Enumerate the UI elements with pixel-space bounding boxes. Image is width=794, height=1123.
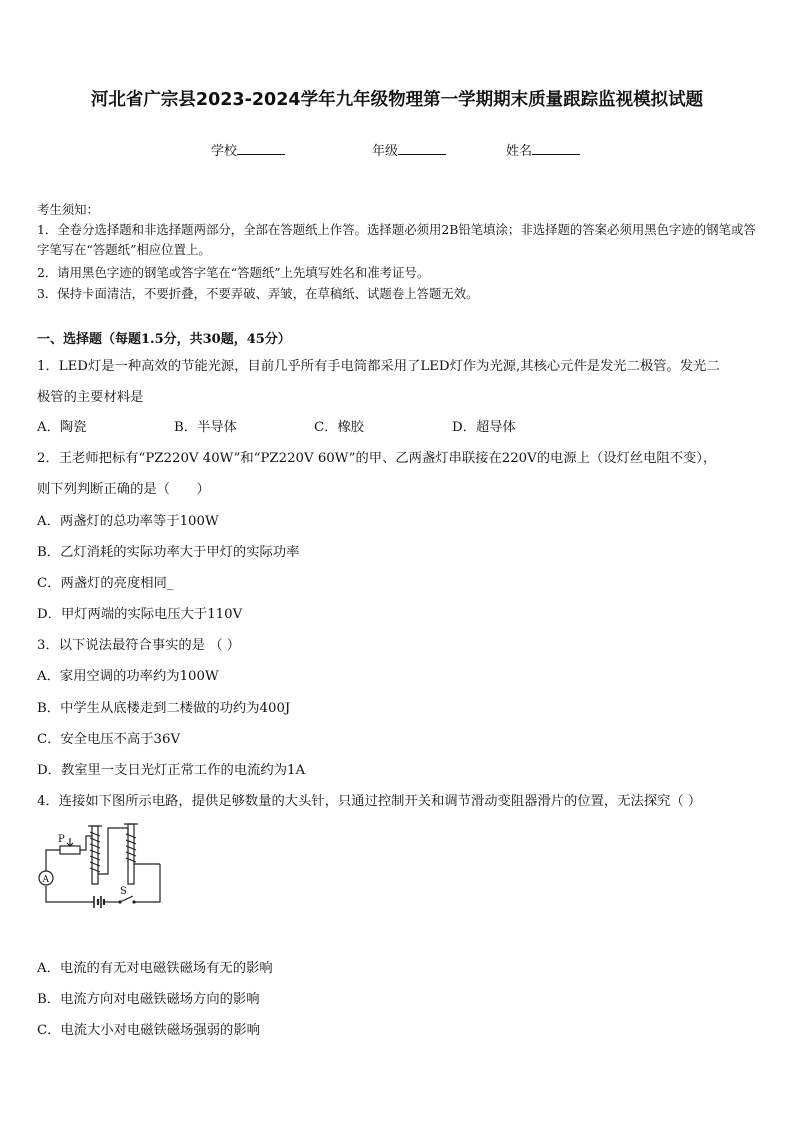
notice-heading: 考生须知： [37,202,99,217]
q1-option-b: B．半导体 [174,420,237,435]
electromagnet-circuit-diagram [34,818,169,913]
wire-between-coils [98,828,128,874]
name-field [506,140,580,159]
grade-blank [398,142,446,155]
switch-contact-1 [118,900,121,903]
q3-option-a: A．家用空调的功率约为100W [37,669,219,684]
q3-stem: 3．以下说法最符合事实的是 （ ） [37,638,241,653]
q4-option-c: C．电流大小对电磁铁磁场强弱的影响 [37,1023,260,1038]
q2-option-a: A．两盏灯的总功率等于100W [37,514,219,529]
name-label: 姓名 [506,144,533,159]
q2-stem-line1: 2．王老师把标有“PZ220V 40W”和“PZ220V 60W”的甲、乙两盏灯串联接在220V的电源上（设灯丝电阻不变）， [37,451,717,466]
q3-option-d: D．教室里一支日光灯正常工作的电流约为1A [37,763,306,778]
q3-option-b: B．中学生从底楼走到二楼做的功约为400J [37,701,291,716]
grade-field [372,140,446,159]
school-label: 学校 [211,144,238,159]
name-blank [532,142,580,155]
rheostat [60,846,80,854]
q1-stem-line1: 1．LED灯是一种高效的节能光源，目前几乎所有手电筒都采用了LED灯作为光源,其核心元件是发光二极管。发光二 [37,359,720,374]
q4-option-b: B．电流方向对电磁铁磁场方向的影响 [37,992,260,1007]
notice-item-2: 2．请用黑色字迹的钢笔或答字笔在“答题纸”上先填写姓名和准考证号。 [37,265,430,280]
notice-item-3: 3．保持卡面清洁，不要折叠，不要弄破、弄皱，在草稿纸、试题卷上答题无效。 [37,286,479,301]
section-heading: 一、选择题（每题1.5分，共30题，45分） [37,332,291,347]
q4-option-a: A．电流的有无对电磁铁磁场有无的影响 [37,961,273,976]
page-title: 河北省广宗县2023-2024学年九年级物理第一学期期末质量跟踪监视模拟试题 [90,90,704,110]
label-p: P [58,834,65,845]
q1-stem-line2: 极管的主要材料是 [37,390,144,405]
label-s: S [120,886,127,897]
q1-option-d: D．超导体 [452,420,516,435]
q1-option-a: A．陶瓷 [37,420,87,435]
switch-contact-2 [132,900,135,903]
wire-bottom-right [134,864,160,902]
q2-stem-line2: 则下列判断正确的是（ ） [37,482,210,497]
wire-bottom-left [46,886,94,902]
grade-label: 年级 [372,144,399,159]
school-field [211,140,285,159]
label-a: A [42,875,49,885]
q4-stem: 4．连接如下图所示电路，提供足够数量的大头针，只通过控制开关和调节滑动变阻器滑片的位置，无法探究（ ） [37,794,702,809]
q2-option-c: C．两盏灯的亮度相同_ [37,576,174,591]
school-blank [237,142,285,155]
q3-option-c: C．安全电压不高于36V [37,732,181,747]
q2-option-d: D．甲灯两端的实际电压大于110V [37,607,243,622]
q2-option-b: B．乙灯消耗的实际功率大于甲灯的实际功率 [37,545,300,560]
notice-item-1: 1．全卷分选择题和非选择题两部分，全部在答题纸上作答。选择题必须用2B铅笔填涂；非选择题的答案必须用黑色字迹的钢笔或答字笔写在“答题纸”相应位置上。 [37,222,756,257]
q1-option-c: C．橡胶 [314,420,365,435]
